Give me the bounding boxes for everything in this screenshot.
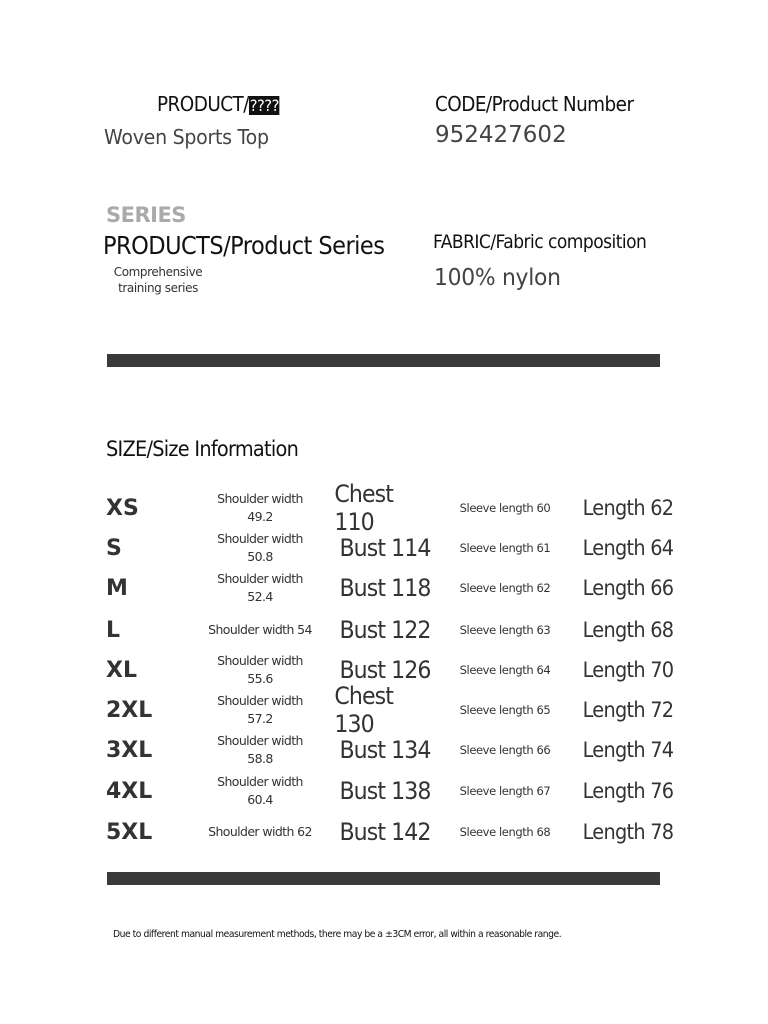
sleeve-length: Sleeve length 68 (459, 825, 551, 839)
size-name: L (106, 617, 121, 643)
size-row-l (0, 610, 768, 650)
chest-measurement: Bust 138 (339, 777, 431, 805)
code-label: CODE/Product Number (435, 92, 634, 116)
size-name: S (106, 535, 122, 561)
size-name: 4XL (106, 778, 153, 804)
sleeve-length: Sleeve length 61 (459, 541, 551, 555)
size-name: XL (106, 657, 137, 683)
shoulder-width: Shoulder width 55.6 (217, 653, 303, 686)
divider-bottom (107, 872, 660, 885)
size-row-4xl (0, 771, 768, 811)
size-name: M (106, 575, 128, 601)
shoulder-width: Shoulder width 60.4 (217, 774, 303, 807)
size-section-title: SIZE/Size Information (106, 437, 299, 461)
sleeve-length: Sleeve length 67 (459, 784, 551, 798)
size-row-5xl (0, 812, 768, 852)
chest-measurement: Bust 114 (339, 534, 431, 562)
product-label-text: PRODUCT/ (157, 92, 249, 116)
garment-length: Length 74 (582, 738, 674, 762)
divider-top (107, 354, 660, 367)
shoulder-width: Shoulder width 52.4 (217, 571, 303, 604)
product-value: Woven Sports Top (104, 125, 269, 149)
size-row-m (0, 568, 768, 608)
garment-length: Length 72 (582, 698, 674, 722)
shoulder-width: Shoulder width 49.2 (217, 491, 303, 524)
shoulder-width: Shoulder width 57.2 (217, 693, 303, 726)
fabric-label: FABRIC/Fabric composition (433, 231, 647, 253)
product-label-unrendered: ???? (249, 96, 279, 115)
sleeve-length: Sleeve length 66 (459, 743, 551, 757)
product-series-value: Comprehensive training series (113, 265, 203, 295)
garment-length: Length 62 (582, 496, 674, 520)
sleeve-length: Sleeve length 63 (459, 623, 551, 637)
size-name: XS (106, 495, 139, 521)
chest-measurement: Bust 122 (339, 616, 431, 644)
garment-length: Length 66 (582, 576, 674, 600)
garment-length: Length 76 (582, 779, 674, 803)
size-name: 5XL (106, 819, 153, 845)
garment-length: Length 70 (582, 658, 674, 682)
garment-length: Length 78 (582, 820, 674, 844)
shoulder-width: Shoulder width 58.8 (217, 733, 303, 766)
garment-length: Length 64 (582, 536, 674, 560)
code-value: 952427602 (435, 122, 567, 148)
size-row-xs (0, 480, 768, 536)
size-name: 2XL (106, 697, 153, 723)
series-heading: SERIES (106, 203, 186, 227)
chest-measurement: Chest 130 (334, 682, 393, 738)
shoulder-width: Shoulder width 50.8 (217, 531, 303, 564)
product-series-label: PRODUCTS/Product Series (103, 231, 385, 260)
chest-measurement: Bust 126 (339, 656, 431, 684)
garment-length: Length 68 (582, 618, 674, 642)
sleeve-length: Sleeve length 65 (459, 703, 551, 717)
chest-measurement: Bust 134 (339, 736, 431, 764)
size-row-3xl (0, 730, 768, 770)
shoulder-width: Shoulder width 54 (208, 622, 312, 637)
product-label (157, 92, 280, 116)
size-row-s (0, 528, 768, 568)
shoulder-width: Shoulder width 62 (208, 824, 312, 839)
sleeve-length: Sleeve length 62 (459, 581, 551, 595)
chest-measurement: Bust 118 (339, 574, 431, 602)
fabric-value: 100% nylon (434, 265, 561, 291)
sleeve-length: Sleeve length 64 (459, 663, 551, 677)
chest-measurement: Chest 110 (334, 480, 393, 536)
measurement-footnote: Due to different manual measurement methods, there may be a ±3CM error, all within a reasonable range. (113, 929, 562, 940)
chest-measurement: Bust 142 (339, 818, 431, 846)
sleeve-length: Sleeve length 60 (459, 501, 551, 515)
size-name: 3XL (106, 737, 153, 763)
size-row-2xl (0, 682, 768, 738)
